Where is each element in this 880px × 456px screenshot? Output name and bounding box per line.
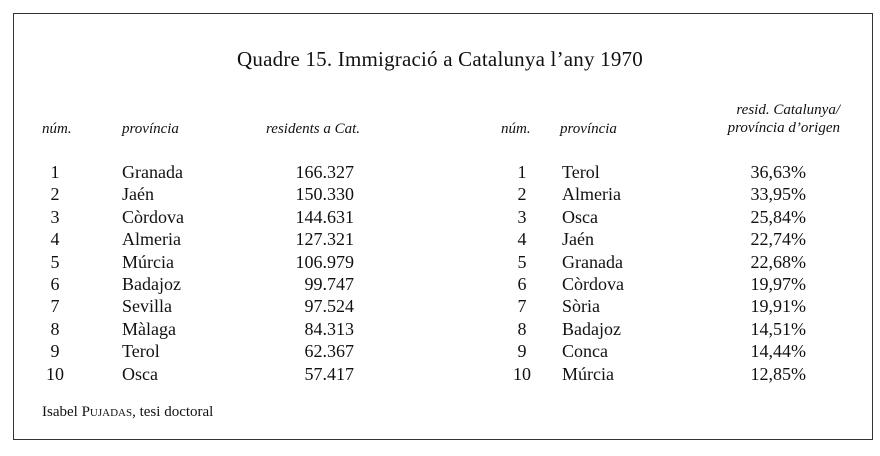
left-row-value: 62.367 [304, 341, 354, 362]
left-row-num: 6 [50, 274, 60, 294]
right-table-row [0, 251, 880, 273]
right-row-num: 9 [517, 341, 527, 362]
left-row-value: 57.417 [304, 363, 354, 384]
right-table-row [0, 340, 880, 362]
left-header-value: residents a Cat. [266, 121, 361, 137]
right-row-province: Sòria [562, 296, 600, 317]
left-row-num: 5 [50, 251, 60, 272]
left-row-value: 144.631 [295, 206, 354, 227]
right-row-province: Badajoz [562, 318, 621, 339]
right-row-num: 8 [517, 318, 527, 339]
right-header-value-line1: resid. Catalunya/ [736, 102, 840, 118]
left-row-province: Osca [122, 363, 158, 384]
right-header-value-line2: província d’origen [727, 120, 840, 136]
left-row-num: 3 [50, 206, 60, 227]
right-table-row [0, 363, 880, 385]
right-row-value: 22,74% [750, 229, 806, 250]
left-row-province: Terol [122, 341, 160, 362]
right-row-num: 1 [517, 162, 527, 182]
left-row-province: Màlaga [122, 318, 176, 339]
right-row-value: 36,63% [750, 162, 806, 182]
right-row-num: 4 [517, 229, 527, 250]
right-row-value: 25,84% [750, 206, 806, 227]
left-row-num: 1 [50, 162, 60, 182]
left-row-num: 9 [50, 341, 60, 362]
source-author-last: Pujadas [81, 404, 133, 420]
right-table-row [0, 295, 880, 317]
right-table-row [0, 206, 880, 228]
left-row-province: Múrcia [122, 251, 174, 272]
right-row-num: 5 [517, 251, 527, 272]
left-row-province: Jaén [122, 184, 154, 205]
right-header-num: núm. [501, 121, 531, 137]
right-row-num: 7 [517, 296, 527, 317]
right-header-province: província [560, 121, 617, 137]
right-row-province: Jaén [562, 229, 594, 250]
left-header-num: núm. [42, 121, 72, 137]
left-row-province: Còrdova [122, 206, 184, 227]
left-row-province: Granada [122, 162, 183, 182]
left-row-value: 97.524 [304, 296, 354, 317]
right-row-value: 12,85% [750, 363, 806, 384]
right-row-num: 3 [517, 206, 527, 227]
left-row-value: 106.979 [295, 251, 354, 272]
left-row-value: 127.321 [295, 229, 354, 250]
left-row-province: Almeria [122, 229, 181, 250]
source-note [42, 404, 213, 421]
right-table-row [0, 228, 880, 250]
left-row-value: 166.327 [295, 162, 354, 182]
table-title: Quadre 15. Immigració a Catalunya l’any 1970 [237, 47, 643, 71]
left-header-province: província [122, 121, 179, 137]
right-table-row [0, 183, 880, 205]
right-row-num: 2 [517, 184, 527, 205]
left-row-num: 8 [50, 318, 60, 339]
right-table-row [0, 161, 880, 183]
right-row-value: 14,51% [750, 318, 806, 339]
left-row-num: 7 [50, 296, 60, 317]
left-row-value: 99.747 [304, 274, 354, 294]
right-row-province: Osca [562, 206, 598, 227]
source-author-first: Isabel [42, 404, 78, 420]
right-row-value: 14,44% [750, 341, 806, 362]
right-header-value [660, 101, 840, 137]
right-row-value: 22,68% [750, 251, 806, 272]
right-row-num: 10 [513, 363, 531, 384]
left-row-province: Badajoz [122, 274, 181, 294]
right-row-province: Còrdova [562, 274, 624, 294]
right-row-province: Almeria [562, 184, 621, 205]
left-row-value: 150.330 [295, 184, 354, 205]
left-row-num: 2 [50, 184, 60, 205]
right-row-province: Terol [562, 162, 600, 182]
right-row-num: 6 [517, 274, 527, 294]
right-row-province: Conca [562, 341, 608, 362]
right-row-value: 19,97% [750, 274, 806, 294]
right-table-row [0, 273, 880, 295]
right-row-province: Múrcia [562, 363, 614, 384]
left-row-province: Sevilla [122, 296, 172, 317]
right-row-value: 19,91% [750, 296, 806, 317]
right-table-row [0, 318, 880, 340]
left-row-num: 10 [46, 363, 64, 384]
source-rest: , tesi doctoral [132, 404, 214, 420]
left-row-value: 84.313 [304, 318, 354, 339]
right-row-value: 33,95% [750, 184, 806, 205]
right-row-province: Granada [562, 251, 623, 272]
left-row-num: 4 [50, 229, 60, 250]
